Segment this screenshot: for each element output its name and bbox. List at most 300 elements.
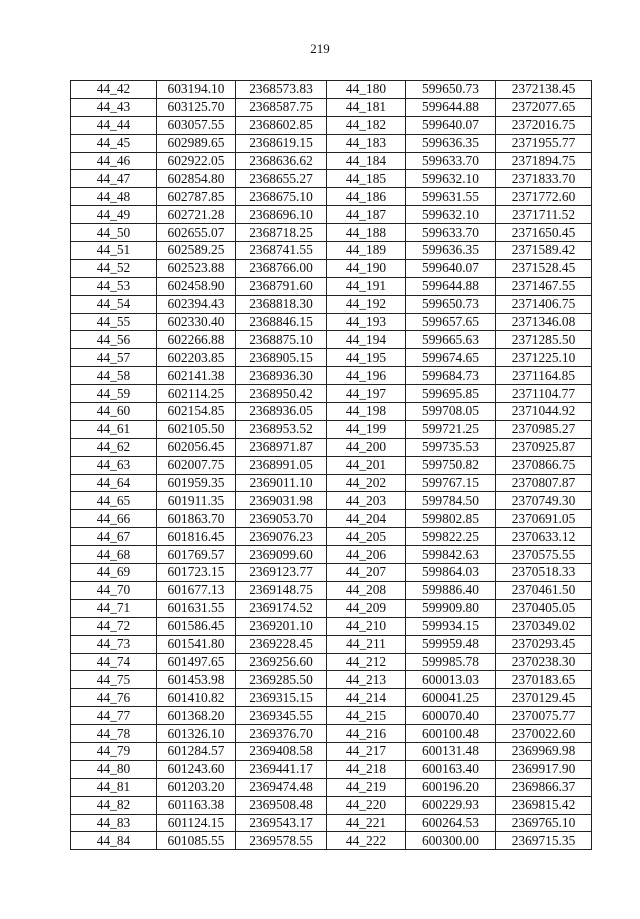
table-row bbox=[71, 671, 592, 689]
point-id-right: 44_216 bbox=[327, 725, 406, 743]
point-id-right: 44_213 bbox=[327, 671, 406, 689]
table-row bbox=[71, 403, 592, 421]
x-coord-left: 602203.85 bbox=[157, 349, 236, 367]
table-row bbox=[71, 206, 592, 224]
x-coord-right: 600300.00 bbox=[406, 832, 496, 850]
y-coord-right: 2370749.30 bbox=[496, 492, 592, 510]
table-row bbox=[71, 420, 592, 438]
point-id-right: 44_198 bbox=[327, 403, 406, 421]
point-id-left: 44_49 bbox=[71, 206, 157, 224]
x-coord-left: 602854.80 bbox=[157, 170, 236, 188]
y-coord-left: 2369285.50 bbox=[236, 671, 327, 689]
point-id-right: 44_180 bbox=[327, 81, 406, 99]
y-coord-left: 2368818.30 bbox=[236, 295, 327, 313]
coordinates-table-body bbox=[71, 81, 592, 850]
y-coord-left: 2368636.62 bbox=[236, 152, 327, 170]
x-coord-right: 599650.73 bbox=[406, 81, 496, 99]
y-coord-left: 2369376.70 bbox=[236, 725, 327, 743]
x-coord-right: 599721.25 bbox=[406, 420, 496, 438]
y-coord-right: 2371406.75 bbox=[496, 295, 592, 313]
x-coord-right: 599674.65 bbox=[406, 349, 496, 367]
x-coord-left: 601541.80 bbox=[157, 635, 236, 653]
point-id-right: 44_209 bbox=[327, 599, 406, 617]
point-id-left: 44_68 bbox=[71, 546, 157, 564]
y-coord-left: 2368696.10 bbox=[236, 206, 327, 224]
point-id-right: 44_215 bbox=[327, 707, 406, 725]
table-row bbox=[71, 456, 592, 474]
point-id-left: 44_52 bbox=[71, 259, 157, 277]
x-coord-left: 602007.75 bbox=[157, 456, 236, 474]
y-coord-left: 2368953.52 bbox=[236, 420, 327, 438]
x-coord-left: 601284.57 bbox=[157, 742, 236, 760]
point-id-right: 44_202 bbox=[327, 474, 406, 492]
y-coord-right: 2370691.05 bbox=[496, 510, 592, 528]
x-coord-right: 599864.03 bbox=[406, 564, 496, 582]
y-coord-left: 2369441.17 bbox=[236, 760, 327, 778]
point-id-right: 44_201 bbox=[327, 456, 406, 474]
x-coord-right: 599657.65 bbox=[406, 313, 496, 331]
x-coord-left: 601497.65 bbox=[157, 653, 236, 671]
x-coord-left: 601124.15 bbox=[157, 814, 236, 832]
x-coord-right: 599767.15 bbox=[406, 474, 496, 492]
point-id-left: 44_55 bbox=[71, 313, 157, 331]
y-coord-left: 2369148.75 bbox=[236, 581, 327, 599]
x-coord-left: 601769.57 bbox=[157, 546, 236, 564]
x-coord-left: 602105.50 bbox=[157, 420, 236, 438]
x-coord-right: 600229.93 bbox=[406, 796, 496, 814]
x-coord-left: 601163.38 bbox=[157, 796, 236, 814]
y-coord-left: 2369076.23 bbox=[236, 528, 327, 546]
point-id-left: 44_60 bbox=[71, 403, 157, 421]
x-coord-left: 601631.55 bbox=[157, 599, 236, 617]
point-id-left: 44_75 bbox=[71, 671, 157, 689]
point-id-right: 44_187 bbox=[327, 206, 406, 224]
y-coord-right: 2371955.77 bbox=[496, 134, 592, 152]
x-coord-left: 601816.45 bbox=[157, 528, 236, 546]
y-coord-left: 2369543.17 bbox=[236, 814, 327, 832]
table-row bbox=[71, 259, 592, 277]
table-row bbox=[71, 134, 592, 152]
table-row bbox=[71, 725, 592, 743]
x-coord-right: 600013.03 bbox=[406, 671, 496, 689]
x-coord-left: 601085.55 bbox=[157, 832, 236, 850]
table-row bbox=[71, 385, 592, 403]
point-id-left: 44_45 bbox=[71, 134, 157, 152]
y-coord-left: 2368971.87 bbox=[236, 438, 327, 456]
y-coord-right: 2371894.75 bbox=[496, 152, 592, 170]
point-id-left: 44_76 bbox=[71, 689, 157, 707]
x-coord-left: 602394.43 bbox=[157, 295, 236, 313]
x-coord-right: 599959.48 bbox=[406, 635, 496, 653]
point-id-right: 44_219 bbox=[327, 778, 406, 796]
point-id-left: 44_53 bbox=[71, 277, 157, 295]
table-row bbox=[71, 277, 592, 295]
x-coord-right: 599822.25 bbox=[406, 528, 496, 546]
y-coord-left: 2369031.98 bbox=[236, 492, 327, 510]
x-coord-left: 602989.65 bbox=[157, 134, 236, 152]
x-coord-right: 599640.07 bbox=[406, 116, 496, 134]
y-coord-left: 2369174.52 bbox=[236, 599, 327, 617]
y-coord-left: 2369228.45 bbox=[236, 635, 327, 653]
point-id-left: 44_47 bbox=[71, 170, 157, 188]
point-id-right: 44_210 bbox=[327, 617, 406, 635]
x-coord-left: 601723.15 bbox=[157, 564, 236, 582]
x-coord-right: 599708.05 bbox=[406, 403, 496, 421]
x-coord-right: 599750.82 bbox=[406, 456, 496, 474]
x-coord-right: 599802.85 bbox=[406, 510, 496, 528]
point-id-left: 44_61 bbox=[71, 420, 157, 438]
x-coord-left: 601586.45 bbox=[157, 617, 236, 635]
y-coord-right: 2371285.50 bbox=[496, 331, 592, 349]
x-coord-right: 600100.48 bbox=[406, 725, 496, 743]
point-id-left: 44_43 bbox=[71, 98, 157, 116]
point-id-left: 44_84 bbox=[71, 832, 157, 850]
y-coord-right: 2371589.42 bbox=[496, 242, 592, 260]
point-id-right: 44_197 bbox=[327, 385, 406, 403]
x-coord-right: 599632.10 bbox=[406, 170, 496, 188]
point-id-right: 44_199 bbox=[327, 420, 406, 438]
point-id-left: 44_57 bbox=[71, 349, 157, 367]
y-coord-right: 2370461.50 bbox=[496, 581, 592, 599]
point-id-left: 44_78 bbox=[71, 725, 157, 743]
table-row bbox=[71, 832, 592, 850]
x-coord-right: 599886.40 bbox=[406, 581, 496, 599]
table-row bbox=[71, 546, 592, 564]
y-coord-right: 2370633.12 bbox=[496, 528, 592, 546]
y-coord-left: 2368587.75 bbox=[236, 98, 327, 116]
y-coord-left: 2369256.60 bbox=[236, 653, 327, 671]
y-coord-right: 2370807.87 bbox=[496, 474, 592, 492]
table-row bbox=[71, 438, 592, 456]
point-id-left: 44_42 bbox=[71, 81, 157, 99]
y-coord-right: 2371225.10 bbox=[496, 349, 592, 367]
table-row bbox=[71, 581, 592, 599]
table-row bbox=[71, 224, 592, 242]
table-row bbox=[71, 116, 592, 134]
point-id-left: 44_48 bbox=[71, 188, 157, 206]
x-coord-right: 599684.73 bbox=[406, 367, 496, 385]
x-coord-left: 601410.82 bbox=[157, 689, 236, 707]
y-coord-right: 2369715.35 bbox=[496, 832, 592, 850]
x-coord-left: 601959.35 bbox=[157, 474, 236, 492]
y-coord-right: 2372138.45 bbox=[496, 81, 592, 99]
point-id-right: 44_194 bbox=[327, 331, 406, 349]
x-coord-left: 601203.20 bbox=[157, 778, 236, 796]
point-id-right: 44_221 bbox=[327, 814, 406, 832]
y-coord-right: 2370129.45 bbox=[496, 689, 592, 707]
x-coord-right: 599636.35 bbox=[406, 242, 496, 260]
point-id-right: 44_200 bbox=[327, 438, 406, 456]
point-id-right: 44_185 bbox=[327, 170, 406, 188]
y-coord-right: 2370022.60 bbox=[496, 725, 592, 743]
table-row bbox=[71, 152, 592, 170]
point-id-right: 44_191 bbox=[327, 277, 406, 295]
table-row bbox=[71, 170, 592, 188]
coordinates-table bbox=[70, 80, 592, 850]
x-coord-left: 602523.88 bbox=[157, 259, 236, 277]
x-coord-left: 603125.70 bbox=[157, 98, 236, 116]
y-coord-right: 2370405.05 bbox=[496, 599, 592, 617]
table-row bbox=[71, 510, 592, 528]
table-row bbox=[71, 528, 592, 546]
y-coord-right: 2370349.02 bbox=[496, 617, 592, 635]
table-row bbox=[71, 760, 592, 778]
x-coord-right: 600041.25 bbox=[406, 689, 496, 707]
y-coord-left: 2368602.85 bbox=[236, 116, 327, 134]
table-row bbox=[71, 98, 592, 116]
y-coord-right: 2369917.90 bbox=[496, 760, 592, 778]
x-coord-left: 602056.45 bbox=[157, 438, 236, 456]
x-coord-right: 599633.70 bbox=[406, 152, 496, 170]
y-coord-right: 2370518.33 bbox=[496, 564, 592, 582]
point-id-left: 44_59 bbox=[71, 385, 157, 403]
point-id-right: 44_205 bbox=[327, 528, 406, 546]
point-id-left: 44_46 bbox=[71, 152, 157, 170]
x-coord-left: 603194.10 bbox=[157, 81, 236, 99]
table-row bbox=[71, 188, 592, 206]
point-id-left: 44_79 bbox=[71, 742, 157, 760]
y-coord-left: 2369508.48 bbox=[236, 796, 327, 814]
point-id-left: 44_80 bbox=[71, 760, 157, 778]
y-coord-left: 2369315.15 bbox=[236, 689, 327, 707]
table-row bbox=[71, 295, 592, 313]
x-coord-left: 601326.10 bbox=[157, 725, 236, 743]
point-id-right: 44_222 bbox=[327, 832, 406, 850]
y-coord-right: 2371044.92 bbox=[496, 403, 592, 421]
point-id-right: 44_181 bbox=[327, 98, 406, 116]
x-coord-left: 601863.70 bbox=[157, 510, 236, 528]
x-coord-left: 602922.05 bbox=[157, 152, 236, 170]
x-coord-right: 599650.73 bbox=[406, 295, 496, 313]
point-id-right: 44_186 bbox=[327, 188, 406, 206]
y-coord-left: 2368936.30 bbox=[236, 367, 327, 385]
table-row bbox=[71, 635, 592, 653]
point-id-left: 44_67 bbox=[71, 528, 157, 546]
x-coord-right: 599633.70 bbox=[406, 224, 496, 242]
point-id-right: 44_212 bbox=[327, 653, 406, 671]
y-coord-left: 2368718.25 bbox=[236, 224, 327, 242]
point-id-left: 44_66 bbox=[71, 510, 157, 528]
y-coord-left: 2368675.10 bbox=[236, 188, 327, 206]
x-coord-left: 602721.28 bbox=[157, 206, 236, 224]
x-coord-right: 599632.10 bbox=[406, 206, 496, 224]
y-coord-right: 2371467.55 bbox=[496, 277, 592, 295]
point-id-right: 44_217 bbox=[327, 742, 406, 760]
point-id-left: 44_71 bbox=[71, 599, 157, 617]
point-id-left: 44_54 bbox=[71, 295, 157, 313]
table-row bbox=[71, 617, 592, 635]
y-coord-right: 2370075.77 bbox=[496, 707, 592, 725]
point-id-right: 44_211 bbox=[327, 635, 406, 653]
y-coord-left: 2368905.15 bbox=[236, 349, 327, 367]
point-id-right: 44_182 bbox=[327, 116, 406, 134]
y-coord-right: 2369866.37 bbox=[496, 778, 592, 796]
x-coord-right: 599842.63 bbox=[406, 546, 496, 564]
point-id-right: 44_183 bbox=[327, 134, 406, 152]
point-id-left: 44_69 bbox=[71, 564, 157, 582]
x-coord-right: 599784.50 bbox=[406, 492, 496, 510]
point-id-left: 44_82 bbox=[71, 796, 157, 814]
point-id-left: 44_77 bbox=[71, 707, 157, 725]
page-number: 219 bbox=[310, 41, 330, 56]
table-row bbox=[71, 349, 592, 367]
y-coord-right: 2370925.87 bbox=[496, 438, 592, 456]
point-id-left: 44_70 bbox=[71, 581, 157, 599]
y-coord-right: 2371346.08 bbox=[496, 313, 592, 331]
point-id-right: 44_214 bbox=[327, 689, 406, 707]
point-id-right: 44_208 bbox=[327, 581, 406, 599]
y-coord-right: 2369815.42 bbox=[496, 796, 592, 814]
point-id-right: 44_192 bbox=[327, 295, 406, 313]
point-id-right: 44_190 bbox=[327, 259, 406, 277]
x-coord-left: 602154.85 bbox=[157, 403, 236, 421]
x-coord-left: 601911.35 bbox=[157, 492, 236, 510]
point-id-left: 44_72 bbox=[71, 617, 157, 635]
table-row bbox=[71, 367, 592, 385]
point-id-left: 44_56 bbox=[71, 331, 157, 349]
x-coord-left: 602330.40 bbox=[157, 313, 236, 331]
y-coord-right: 2370575.55 bbox=[496, 546, 592, 564]
point-id-right: 44_220 bbox=[327, 796, 406, 814]
y-coord-right: 2370293.45 bbox=[496, 635, 592, 653]
point-id-right: 44_218 bbox=[327, 760, 406, 778]
point-id-right: 44_207 bbox=[327, 564, 406, 582]
y-coord-right: 2371772.60 bbox=[496, 188, 592, 206]
x-coord-left: 601677.13 bbox=[157, 581, 236, 599]
x-coord-right: 600196.20 bbox=[406, 778, 496, 796]
x-coord-right: 600264.53 bbox=[406, 814, 496, 832]
table-row bbox=[71, 653, 592, 671]
point-id-right: 44_189 bbox=[327, 242, 406, 260]
x-coord-right: 599909.80 bbox=[406, 599, 496, 617]
y-coord-left: 2369345.55 bbox=[236, 707, 327, 725]
y-coord-left: 2369578.55 bbox=[236, 832, 327, 850]
table-row bbox=[71, 814, 592, 832]
x-coord-right: 600070.40 bbox=[406, 707, 496, 725]
table-row bbox=[71, 474, 592, 492]
y-coord-left: 2368936.05 bbox=[236, 403, 327, 421]
x-coord-left: 603057.55 bbox=[157, 116, 236, 134]
y-coord-right: 2370238.30 bbox=[496, 653, 592, 671]
table-row bbox=[71, 492, 592, 510]
x-coord-left: 602114.25 bbox=[157, 385, 236, 403]
y-coord-left: 2368791.60 bbox=[236, 277, 327, 295]
y-coord-right: 2371528.45 bbox=[496, 259, 592, 277]
y-coord-left: 2369474.48 bbox=[236, 778, 327, 796]
x-coord-left: 602458.90 bbox=[157, 277, 236, 295]
x-coord-right: 599644.88 bbox=[406, 277, 496, 295]
y-coord-left: 2369408.58 bbox=[236, 742, 327, 760]
x-coord-right: 599636.35 bbox=[406, 134, 496, 152]
table-row bbox=[71, 81, 592, 99]
point-id-right: 44_184 bbox=[327, 152, 406, 170]
y-coord-left: 2368573.83 bbox=[236, 81, 327, 99]
point-id-left: 44_81 bbox=[71, 778, 157, 796]
x-coord-right: 599985.78 bbox=[406, 653, 496, 671]
point-id-left: 44_63 bbox=[71, 456, 157, 474]
y-coord-left: 2369053.70 bbox=[236, 510, 327, 528]
point-id-left: 44_65 bbox=[71, 492, 157, 510]
y-coord-right: 2371833.70 bbox=[496, 170, 592, 188]
point-id-right: 44_203 bbox=[327, 492, 406, 510]
y-coord-right: 2371711.52 bbox=[496, 206, 592, 224]
y-coord-right: 2371164.85 bbox=[496, 367, 592, 385]
point-id-left: 44_83 bbox=[71, 814, 157, 832]
point-id-left: 44_64 bbox=[71, 474, 157, 492]
x-coord-right: 599631.55 bbox=[406, 188, 496, 206]
x-coord-left: 602787.85 bbox=[157, 188, 236, 206]
y-coord-left: 2368846.15 bbox=[236, 313, 327, 331]
y-coord-right: 2372077.65 bbox=[496, 98, 592, 116]
y-coord-left: 2368619.15 bbox=[236, 134, 327, 152]
x-coord-right: 600163.40 bbox=[406, 760, 496, 778]
table-row bbox=[71, 564, 592, 582]
y-coord-right: 2372016.75 bbox=[496, 116, 592, 134]
x-coord-left: 602266.88 bbox=[157, 331, 236, 349]
table-row bbox=[71, 778, 592, 796]
y-coord-left: 2368991.05 bbox=[236, 456, 327, 474]
point-id-right: 44_193 bbox=[327, 313, 406, 331]
y-coord-left: 2368766.00 bbox=[236, 259, 327, 277]
y-coord-left: 2369099.60 bbox=[236, 546, 327, 564]
y-coord-left: 2369011.10 bbox=[236, 474, 327, 492]
x-coord-left: 601368.20 bbox=[157, 707, 236, 725]
point-id-left: 44_51 bbox=[71, 242, 157, 260]
table-row bbox=[71, 707, 592, 725]
point-id-right: 44_196 bbox=[327, 367, 406, 385]
y-coord-right: 2370985.27 bbox=[496, 420, 592, 438]
y-coord-left: 2369123.77 bbox=[236, 564, 327, 582]
y-coord-left: 2368875.10 bbox=[236, 331, 327, 349]
x-coord-left: 601453.98 bbox=[157, 671, 236, 689]
point-id-left: 44_73 bbox=[71, 635, 157, 653]
point-id-left: 44_62 bbox=[71, 438, 157, 456]
y-coord-right: 2370866.75 bbox=[496, 456, 592, 474]
table-row bbox=[71, 796, 592, 814]
x-coord-right: 600131.48 bbox=[406, 742, 496, 760]
x-coord-left: 601243.60 bbox=[157, 760, 236, 778]
x-coord-left: 602655.07 bbox=[157, 224, 236, 242]
y-coord-left: 2368655.27 bbox=[236, 170, 327, 188]
point-id-right: 44_206 bbox=[327, 546, 406, 564]
table-row bbox=[71, 242, 592, 260]
table-row bbox=[71, 689, 592, 707]
point-id-right: 44_188 bbox=[327, 224, 406, 242]
y-coord-right: 2369969.98 bbox=[496, 742, 592, 760]
x-coord-right: 599640.07 bbox=[406, 259, 496, 277]
x-coord-right: 599934.15 bbox=[406, 617, 496, 635]
x-coord-right: 599644.88 bbox=[406, 98, 496, 116]
x-coord-left: 602141.38 bbox=[157, 367, 236, 385]
y-coord-left: 2368950.42 bbox=[236, 385, 327, 403]
x-coord-left: 602589.25 bbox=[157, 242, 236, 260]
x-coord-right: 599695.85 bbox=[406, 385, 496, 403]
point-id-left: 44_50 bbox=[71, 224, 157, 242]
table-row bbox=[71, 313, 592, 331]
y-coord-left: 2368741.55 bbox=[236, 242, 327, 260]
x-coord-right: 599735.53 bbox=[406, 438, 496, 456]
point-id-right: 44_204 bbox=[327, 510, 406, 528]
table-row bbox=[71, 331, 592, 349]
y-coord-left: 2369201.10 bbox=[236, 617, 327, 635]
point-id-left: 44_44 bbox=[71, 116, 157, 134]
table-row bbox=[71, 599, 592, 617]
point-id-left: 44_74 bbox=[71, 653, 157, 671]
y-coord-right: 2370183.65 bbox=[496, 671, 592, 689]
point-id-left: 44_58 bbox=[71, 367, 157, 385]
y-coord-right: 2369765.10 bbox=[496, 814, 592, 832]
y-coord-right: 2371104.77 bbox=[496, 385, 592, 403]
